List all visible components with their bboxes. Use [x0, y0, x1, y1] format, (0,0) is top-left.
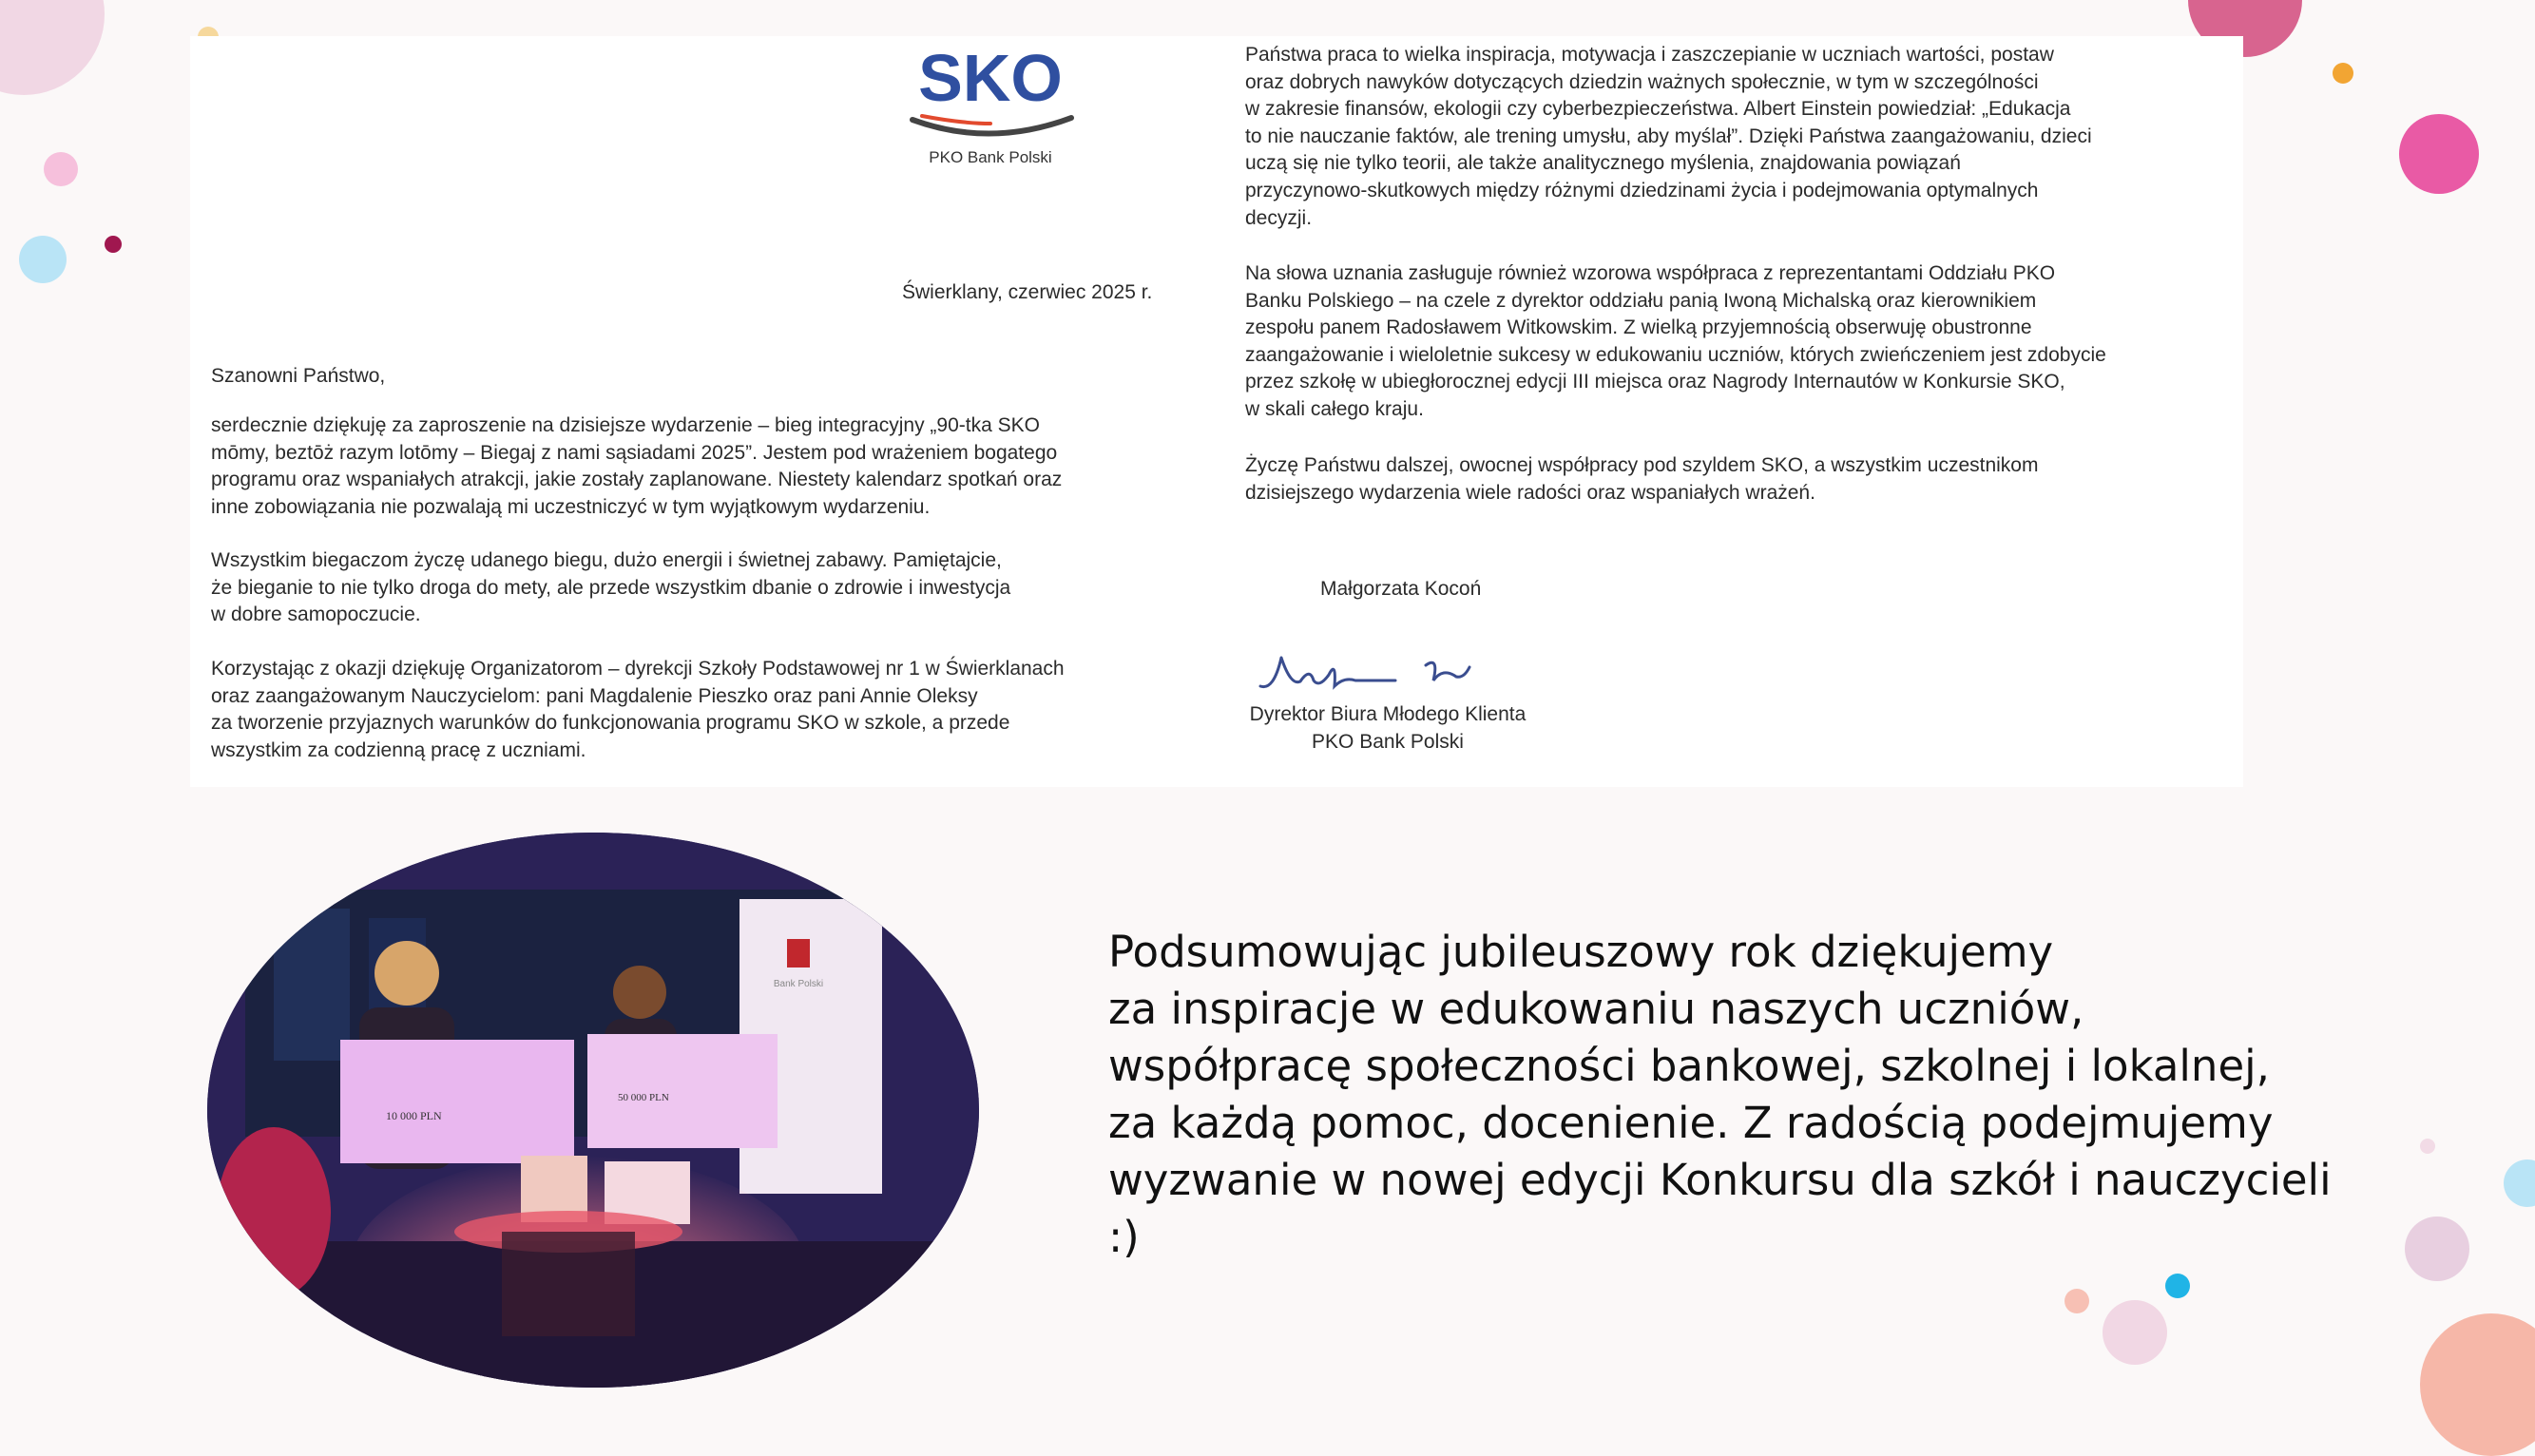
caption-line: za inspiracje w edukowaniu naszych uczniów, — [1108, 984, 2084, 1034]
letter-paragraph-4 — [1245, 42, 2092, 232]
signatory-title: Dyrektor Biura Młodego Klienta — [1249, 703, 1527, 725]
letter-salutation: Szanowni Państwo, — [211, 365, 386, 387]
signatory-block — [1245, 701, 1530, 756]
letter-paragraph-3 — [211, 656, 1065, 764]
bank-name: PKO Bank Polski — [929, 148, 1052, 166]
letter-line: przez szkołę w ubiegłorocznej edycji III miejsca oraz Nagrody Internautów w Konkursie SKO, — [1245, 371, 2065, 393]
signatory-org: PKO Bank Polski — [1312, 730, 1464, 753]
letter-line: przyczynowo-skutkowych między różnymi dziedzinami życia i podejmowania optymalnych — [1245, 179, 2039, 201]
sko-logo-text: SKO — [918, 41, 1063, 115]
letter-line: Banku Polskiego – na czele z dyrektor oddziału panią Iwoną Michalską oraz kierownikiem — [1245, 289, 2037, 312]
letter-line: mōmy, beztōż razym lotōmy – Biegaj z nami sąsiadami 2025”. Jestem pod wrażeniem bogatego — [211, 441, 1058, 464]
letter-right-column — [1245, 36, 2224, 787]
caption-line: Podsumowując jubileuszowy rok dziękujemy — [1108, 927, 2054, 977]
pko-logo-icon — [787, 939, 810, 967]
sko-logo-mark — [876, 36, 1104, 150]
cheque-left — [340, 1040, 574, 1163]
letter-line: w dobre samopoczucie. — [211, 603, 421, 626]
summary-caption — [1108, 924, 2496, 1266]
letter-scan — [190, 36, 2243, 787]
decor-dot — [0, 0, 105, 95]
letter-line: za tworzenie przyjaznych warunków do funkcjonowania programu SKO w szkole, a przede — [211, 712, 1010, 735]
award-photo-scene — [207, 833, 979, 1388]
decor-dot — [44, 152, 78, 186]
decor-dot — [2103, 1300, 2167, 1365]
caption-line: za każdą pomoc, docenienie. Z radością podejmujemy — [1108, 1098, 2274, 1148]
letter-line: uczą się nie tylko teorii, ale także analitycznego myślenia, znajdowania powiązań — [1245, 152, 1961, 175]
letter-paragraph-5 — [1245, 260, 2106, 424]
letter-line: oraz dobrych nawyków dotyczących dziedzin ważnych społecznie, w tym w szczególności — [1245, 70, 2039, 93]
letter-left-column — [211, 36, 1181, 787]
award-photo — [207, 833, 979, 1388]
letter-paragraph-6 — [1245, 452, 2038, 507]
banner-text: Bank Polski — [773, 979, 824, 989]
caption-line: współpracę społeczności bankowej, szkolnej i lokalnej, — [1108, 1041, 2270, 1091]
signatory-name: Małgorzata Kocoń — [1320, 578, 1482, 600]
letter-paragraph-1 — [211, 412, 1062, 521]
letter-line: serdecznie dziękuję za zaproszenie na dzisiejsze wydarzenie – bieg integracyjny „90-tka SKO — [211, 414, 1040, 436]
letter-paragraph-2 — [211, 547, 1010, 629]
decor-dot — [2504, 1159, 2535, 1207]
caption-line: :) — [1108, 1212, 1140, 1262]
decor-dot — [2420, 1313, 2535, 1456]
letter-line: Korzystając z okazji dziękuję Organizatorom – dyrekcji Szkoły Podstawowej nr 1 w Świerklanach — [211, 658, 1065, 680]
letter-line: dzisiejszego wydarzenia wiele radości oraz wspaniałych wrażeń. — [1245, 481, 1815, 504]
decor-dot — [2064, 1289, 2089, 1313]
letter-line: oraz zaangażowanym Nauczycielom: pani Magdalenie Pieszko oraz pani Annie Oleksy — [211, 684, 978, 707]
decor-dot — [2333, 63, 2353, 84]
letter-line: zaangażowanie i wieloletnie sukcesy w edukowaniu uczniów, których zwieńczeniem jest zdobycie — [1245, 343, 2106, 366]
sko-logo — [876, 36, 1104, 179]
letter-line: że bieganie to nie tylko droga do mety, ale przede wszystkim dbanie o zdrowie i inwestycja — [211, 576, 1011, 599]
letter-line: w zakresie finansów, ekologii czy cyberbezpieczeństwa. Albert Einstein powiedział: „Edukacja — [1245, 98, 2071, 121]
cheque-right-amount: 50 000 PLN — [618, 1092, 669, 1103]
decor-dot — [2165, 1274, 2190, 1298]
letter-line: Wszystkim biegaczom życzę udanego biegu, dużo energii i świetnej zabawy. Pamiętajcie, — [211, 549, 1002, 571]
letter-line: Na słowa uznania zasługuje również wzorowa współpraca z reprezentantami Oddziału PKO — [1245, 262, 2056, 284]
letter-line: inne zobowiązania nie pozwalają mi uczestniczyć w tym wyjątkowym wydarzeniu. — [211, 495, 931, 518]
signature-image — [1253, 639, 1500, 705]
decor-dot — [2399, 114, 2479, 194]
cheque-right — [587, 1034, 778, 1148]
letter-line: decyzji. — [1245, 206, 1313, 229]
decor-dot — [105, 236, 122, 253]
letter-place-date: Świerklany, czerwiec 2025 r. — [902, 281, 1153, 303]
letter-line: Państwa praca to wielka inspiracja, motywacja i zaszczepianie w uczniach wartości, postaw — [1245, 44, 2054, 66]
letter-line: Życzę Państwu dalszej, owocnej współpracy pod szyldem SKO, a wszystkim uczestnikom — [1245, 454, 2039, 476]
letter-line: to nie nauczanie faktów, ale trening umysłu, aby myślał”. Dzięki Państwa zaangażowaniu, dzieci — [1245, 125, 2092, 147]
letter-line: wszystkim za codzienną pracę z uczniami. — [211, 738, 586, 761]
letter-line: zespołu panem Radosławem Witkowskim. Z wielką przyjemnością obserwuję obustronne — [1245, 316, 2032, 339]
cheque-left-amount: 10 000 PLN — [386, 1109, 442, 1122]
caption-line: wyzwanie w nowej edycji Konkursu dla szkół i nauczycieli — [1108, 1155, 2332, 1205]
letter-line: w skali całego kraju. — [1245, 397, 1424, 420]
letter-line: programu oraz wspaniałych atrakcji, jakie zostały zaplanowane. Niestety kalendarz spotkań oraz — [211, 469, 1063, 491]
decor-dot — [19, 236, 67, 283]
